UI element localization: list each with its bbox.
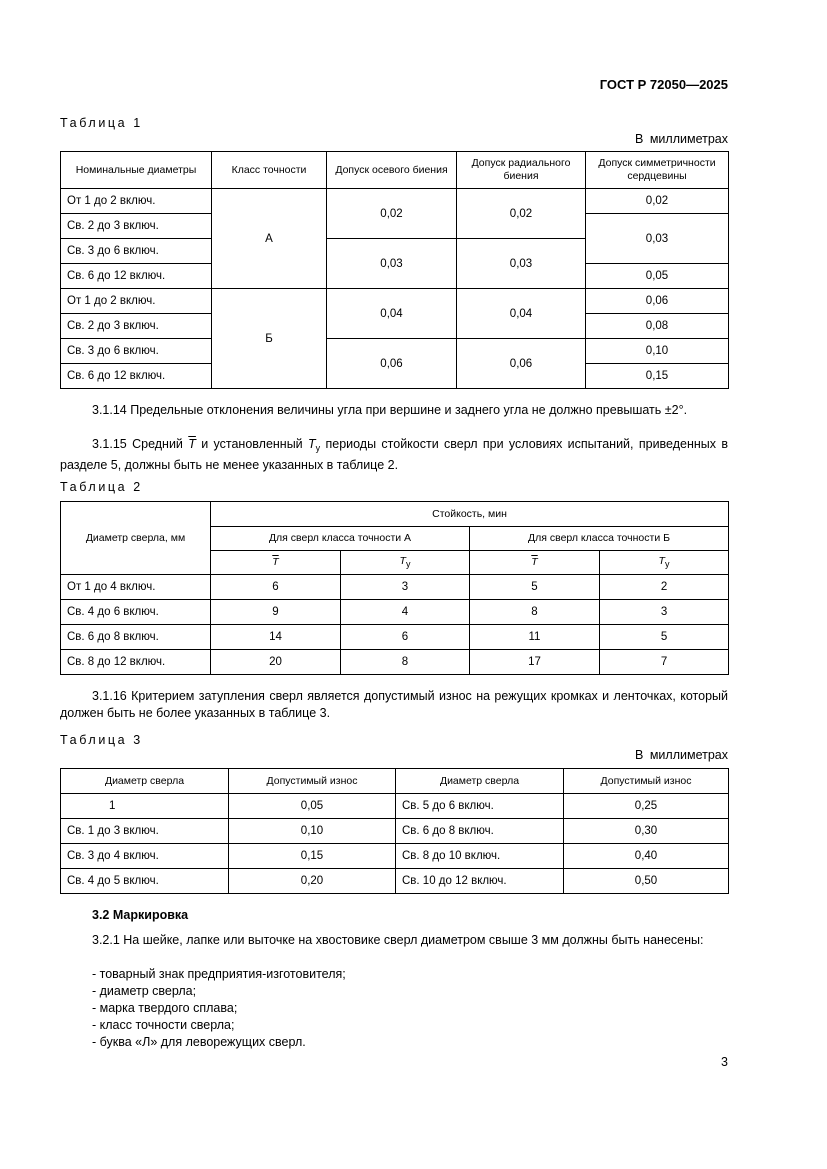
t-set-subscript: у xyxy=(405,558,411,569)
table1-header-symmetry: Допуск симметричности сердцевины xyxy=(586,152,729,189)
table3-cell: Св. 6 до 8 включ. xyxy=(396,819,564,844)
table1-units: В миллиметрах xyxy=(635,132,728,146)
table3-cell: Св. 4 до 5 включ. xyxy=(61,869,229,894)
table2-header-diameter: Диаметр сверла, мм xyxy=(61,502,211,575)
paragraph-3-1-14: 3.1.14 Предельные отклонения величины угла при вершине и заднего угла не должно превышать ±2°. xyxy=(92,403,688,417)
table1-radial-cell: 0,03 xyxy=(457,239,586,289)
table-row xyxy=(61,600,729,625)
table-row xyxy=(61,339,729,364)
paragraph-text: 3.1.15 Средний xyxy=(92,437,189,451)
table3-header-wear: Допустимый износ xyxy=(564,769,729,794)
t-mean-symbol: $\overline{T}$ xyxy=(188,437,196,451)
table3-header-diameter: Диаметр сверла xyxy=(61,769,229,794)
document-code: ГОСТ Р 72050—2025 xyxy=(599,77,728,92)
t-set-symbol: T xyxy=(308,437,316,451)
table3-cell: 0,10 xyxy=(229,819,396,844)
table3-cell: 0,40 xyxy=(564,844,729,869)
table3-header-wear: Допустимый износ xyxy=(229,769,396,794)
table2-cell: 5 xyxy=(600,625,729,650)
table3 xyxy=(60,768,729,894)
list-item: - марка твердого сплава; xyxy=(92,1001,238,1015)
table3-cell: Св. 1 до 3 включ. xyxy=(61,819,229,844)
table-row xyxy=(61,289,729,314)
t-set-symbol: T xyxy=(399,554,406,567)
table-row xyxy=(61,794,729,819)
table1-symmetry-cell: 0,05 xyxy=(586,264,729,289)
table1-symmetry-cell: 0,15 xyxy=(586,364,729,389)
table3-header-row xyxy=(61,769,729,794)
table1-radial-cell: 0,02 xyxy=(457,189,586,239)
table2-caption: Таблица 2 xyxy=(60,480,143,494)
table3-header-diameter: Диаметр сверла xyxy=(396,769,564,794)
table1-header-axial: Допуск осевого биения xyxy=(327,152,457,189)
table1-axial-cell: 0,06 xyxy=(327,339,457,389)
table1-axial-cell: 0,03 xyxy=(327,239,457,289)
table1 xyxy=(60,151,729,389)
table-row xyxy=(61,844,729,869)
table2-cell: 20 xyxy=(211,650,341,675)
t-set-symbol: T xyxy=(658,554,665,567)
table1-symmetry-cell: 0,06 xyxy=(586,289,729,314)
table2-cell: 7 xyxy=(600,650,729,675)
table2-cell: 6 xyxy=(341,625,470,650)
table2-cell: Св. 8 до 12 включ. xyxy=(61,650,211,675)
table-row xyxy=(61,625,729,650)
table2-header-row xyxy=(61,502,729,527)
t-set-subscript: у xyxy=(315,443,321,453)
table2-cell: 3 xyxy=(341,575,470,600)
t-set-subscript: у xyxy=(664,558,670,569)
table-row xyxy=(61,575,729,600)
table-row xyxy=(61,869,729,894)
table1-header-radial: Допуск радиального биения xyxy=(457,152,586,189)
t-mean-symbol: $\overline{T}$ xyxy=(272,556,279,568)
paragraph-3-1-16: 3.1.16 Критерием затупления сверл является допустимый износ на режущих кромках и ленточках, который должен быть не более указанных в таблице 3. xyxy=(60,689,728,720)
paragraph-3-1-15 xyxy=(60,436,728,474)
list-item: - диаметр сверла; xyxy=(92,984,197,998)
page-number: 3 xyxy=(721,1055,728,1069)
table2-header-life: Стойкость, мин xyxy=(211,502,729,527)
table3-cell: 0,50 xyxy=(564,869,729,894)
table2-cell: 3 xyxy=(600,600,729,625)
table1-header-class: Класс точности xyxy=(212,152,327,189)
table2-cell: 5 xyxy=(470,575,600,600)
table1-diameter-cell: От 1 до 2 включ. xyxy=(61,189,212,214)
table1-header-row xyxy=(61,152,729,189)
table3-units: В миллиметрах xyxy=(635,748,728,762)
table2-header-t-mean-b xyxy=(470,551,600,575)
table2-cell: 11 xyxy=(470,625,600,650)
table2-cell: 14 xyxy=(211,625,341,650)
list-item: - класс точности сверла; xyxy=(92,1018,235,1032)
table2-cell: 6 xyxy=(211,575,341,600)
table1-axial-cell: 0,02 xyxy=(327,189,457,239)
table3-cell: 0,25 xyxy=(564,794,729,819)
table1-caption: Таблица 1 xyxy=(60,116,143,130)
table3-cell: 0,20 xyxy=(229,869,396,894)
table1-symmetry-cell: 0,08 xyxy=(586,314,729,339)
list-item: - товарный знак предприятия-изготовителя; xyxy=(92,967,346,981)
table1-symmetry-cell: 0,10 xyxy=(586,339,729,364)
table2-cell: 8 xyxy=(341,650,470,675)
table1-radial-cell: 0,06 xyxy=(457,339,586,389)
paragraph-3-2-1: 3.2.1 На шейке, лапке или выточке на хвостовике сверл диаметром свыше 3 мм должны быть нанесены: xyxy=(92,933,704,947)
table3-cell: Св. 8 до 10 включ. xyxy=(396,844,564,869)
table1-diameter-cell: Св. 2 до 3 включ. xyxy=(61,314,212,339)
table3-cell: 0,15 xyxy=(229,844,396,869)
table3-cell: Св. 5 до 6 включ. xyxy=(396,794,564,819)
table2 xyxy=(60,501,729,675)
table1-symmetry-cell: 0,03 xyxy=(586,214,729,264)
list-item: - буква «Л» для леворежущих сверл. xyxy=(92,1035,306,1049)
table-row xyxy=(61,189,729,214)
table1-symmetry-cell: 0,02 xyxy=(586,189,729,214)
table3-cell: Св. 3 до 4 включ. xyxy=(61,844,229,869)
table-row xyxy=(61,650,729,675)
table3-caption: Таблица 3 xyxy=(60,733,143,747)
paragraph-text: и установленный xyxy=(195,437,308,451)
table1-header-diameter: Номинальные диаметры xyxy=(61,152,212,189)
table2-cell: 9 xyxy=(211,600,341,625)
table1-diameter-cell: Св. 2 до 3 включ. xyxy=(61,214,212,239)
table2-header-t-set-a xyxy=(341,551,470,575)
table1-axial-cell: 0,04 xyxy=(327,289,457,339)
table1-diameter-cell: Св. 6 до 12 включ. xyxy=(61,264,212,289)
t-mean-symbol: $\overline{T}$ xyxy=(531,556,538,568)
table1-diameter-cell: Св. 6 до 12 включ. xyxy=(61,364,212,389)
table3-cell: 1 xyxy=(61,794,229,819)
table2-cell: 4 xyxy=(341,600,470,625)
table2-header-t-set-b xyxy=(600,551,729,575)
table2-cell: Св. 4 до 6 включ. xyxy=(61,600,211,625)
table2-cell: 8 xyxy=(470,600,600,625)
table1-diameter-cell: Св. 3 до 6 включ. xyxy=(61,239,212,264)
table3-cell: Св. 10 до 12 включ. xyxy=(396,869,564,894)
section-heading-3-2: 3.2 Маркировка xyxy=(92,908,189,922)
table2-header-class-b: Для сверл класса точности Б xyxy=(470,527,729,551)
table2-cell: 2 xyxy=(600,575,729,600)
table1-class-cell: Б xyxy=(212,289,327,389)
table-row xyxy=(61,819,729,844)
table1-class-cell: А xyxy=(212,189,327,289)
table3-cell: 0,30 xyxy=(564,819,729,844)
table2-header-t-mean-a xyxy=(211,551,341,575)
table2-cell: 17 xyxy=(470,650,600,675)
table2-header-class-a: Для сверл класса точности А xyxy=(211,527,470,551)
table1-diameter-cell: От 1 до 2 включ. xyxy=(61,289,212,314)
table2-cell: Св. 6 до 8 включ. xyxy=(61,625,211,650)
table1-diameter-cell: Св. 3 до 6 включ. xyxy=(61,339,212,364)
table3-cell: 0,05 xyxy=(229,794,396,819)
table2-cell: От 1 до 4 включ. xyxy=(61,575,211,600)
table1-radial-cell: 0,04 xyxy=(457,289,586,339)
paragraph-text: периоды стойкости сверл при условиях испытаний, приведенных в разделе 5, должны быть не менее указанных в таблице 2. xyxy=(60,437,728,472)
